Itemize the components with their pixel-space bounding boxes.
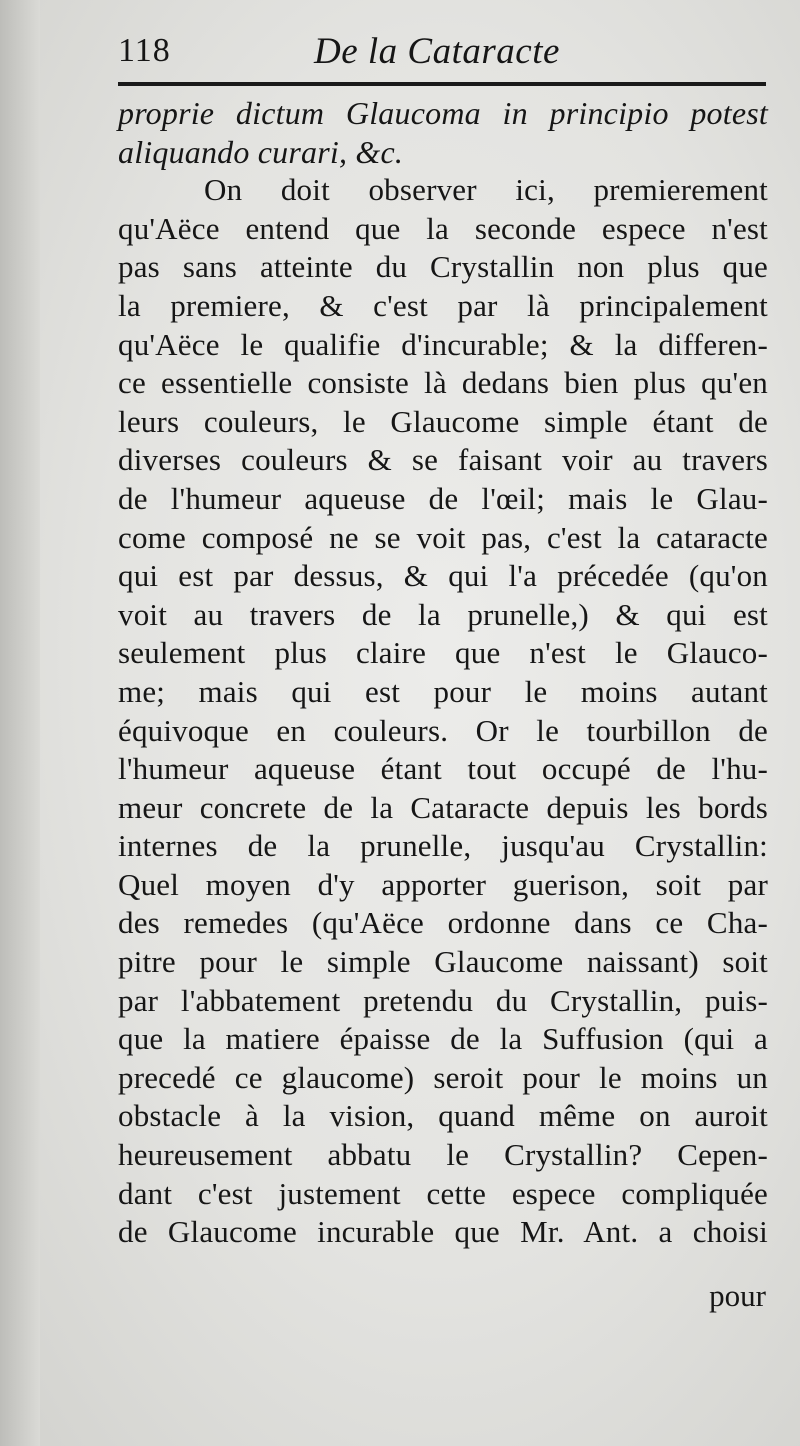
header-rule: [118, 82, 766, 86]
catchword: pour: [709, 1278, 766, 1313]
body-text: [118, 94, 768, 1252]
running-title: De la Cataracte: [314, 31, 560, 72]
text-line-19: meur concrete de la Cataracte depuis les bords: [118, 789, 768, 825]
text-line-20: internes de la prunelle, jusqu'au Crystallin:: [118, 828, 768, 864]
text-line-1: proprie dictum Glaucoma in principio potest: [118, 95, 768, 131]
text-line-24: par l'abbatement pretendu du Crystallin, puis-: [118, 982, 768, 1018]
text-line-23: pitre pour le simple Glaucome naissant) soit: [118, 944, 768, 980]
text-line-9: leurs couleurs, le Glaucome simple étant de: [118, 403, 768, 439]
page-number: 118: [118, 32, 171, 69]
page-header: [118, 28, 768, 80]
text-line-15: seulement plus claire que n'est le Glauco-: [118, 635, 768, 671]
text-line-8: ce essentielle consiste là dedans bien plus qu'en: [118, 365, 768, 401]
text-line-18: l'humeur aqueuse étant tout occupé de l'hu-: [118, 751, 768, 787]
text-line-7: qu'Aëce le qualifie d'incurable; & la differen-: [118, 326, 768, 362]
text-line-17: équivoque en couleurs. Or le tourbillon de: [118, 712, 768, 748]
text-line-12: come composé ne se voit pas, c'est la cataracte: [118, 519, 768, 555]
text-line-21: Quel moyen d'y apporter guerison, soit par: [118, 866, 768, 902]
text-line-4: qu'Aëce entend que la seconde espece n'est: [118, 210, 768, 246]
text-line-3: On doit observer ici, premierement: [204, 172, 768, 208]
text-line-5: pas sans atteinte du Crystallin non plus que: [118, 249, 768, 285]
text-line-11: de l'humeur aqueuse de l'œil; mais le Glau-: [118, 480, 768, 516]
text-line-16: me; mais qui est pour le moins autant: [118, 673, 768, 709]
text-line-30: de Glaucome incurable que Mr. Ant. a choisi: [118, 1214, 768, 1250]
text-line-13: qui est par dessus, & qui l'a précedée (qu'on: [118, 558, 768, 594]
text-line-22: des remedes (qu'Aëce ordonne dans ce Cha-: [118, 905, 768, 941]
text-line-26: precedé ce glaucome) seroit pour le moins un: [118, 1059, 768, 1095]
text-line-6: la premiere, & c'est par là principalement: [118, 287, 768, 323]
text-line-29: dant c'est justement cette espece compliquée: [118, 1175, 768, 1211]
text-line-25: que la matiere épaisse de la Suffusion (qui a: [118, 1021, 768, 1057]
page-gutter-shadow: [0, 0, 40, 1446]
text-line-14: voit au travers de la prunelle,) & qui est: [118, 596, 768, 632]
text-line-28: heureusement abbatu le Crystallin? Cepen-: [118, 1137, 768, 1173]
text-line-2: aliquando curari, &c.: [118, 133, 404, 170]
text-line-10: diverses couleurs & se faisant voir au travers: [118, 442, 768, 478]
text-line-27: obstacle à la vision, quand même on auroit: [118, 1098, 768, 1134]
